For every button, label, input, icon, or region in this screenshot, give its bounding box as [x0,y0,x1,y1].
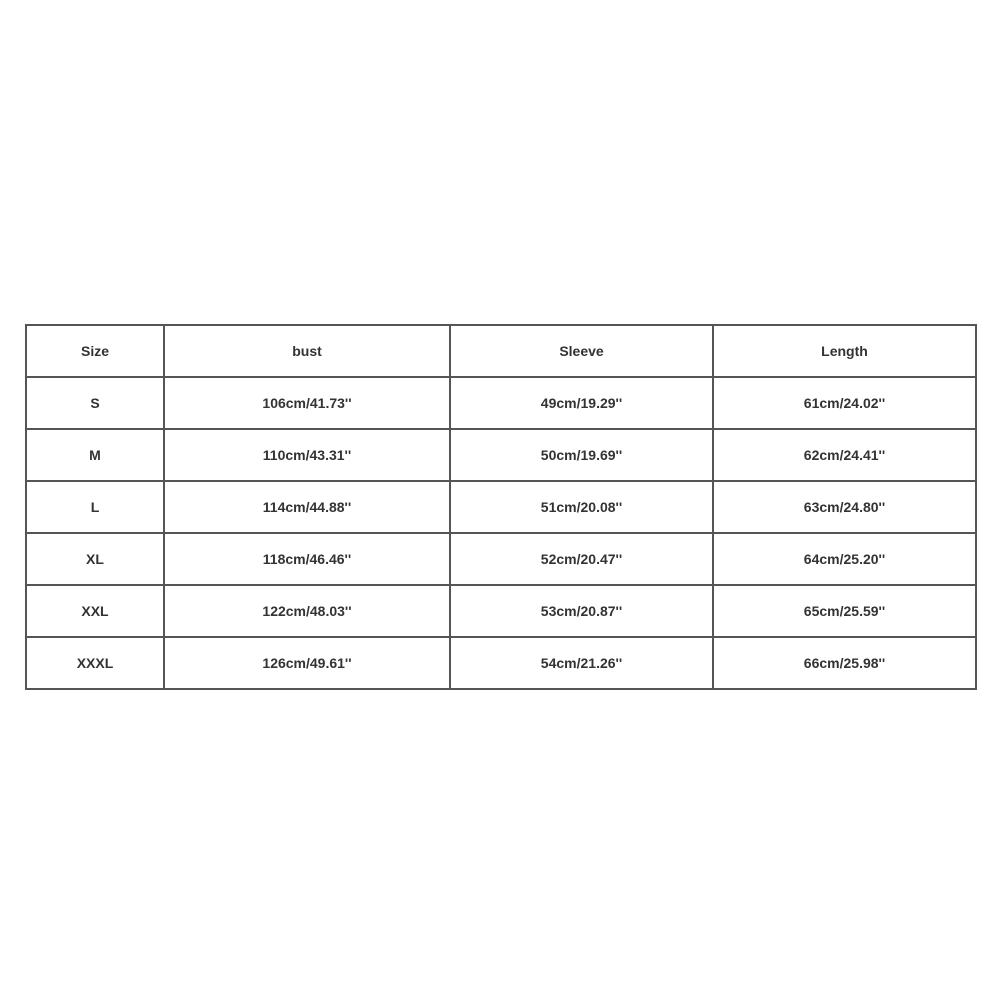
header-length: Length [713,325,976,377]
cell-size: XXL [26,585,164,637]
cell-length: 61cm/24.02'' [713,377,976,429]
cell-size: XL [26,533,164,585]
header-row [26,325,976,377]
size-chart-table [25,324,977,690]
header-bust: bust [164,325,450,377]
cell-bust: 114cm/44.88'' [164,481,450,533]
cell-size: L [26,481,164,533]
cell-sleeve: 53cm/20.87'' [450,585,713,637]
table-row [26,585,976,637]
header-size: Size [26,325,164,377]
cell-length: 64cm/25.20'' [713,533,976,585]
table-row [26,429,976,481]
cell-bust: 126cm/49.61'' [164,637,450,689]
table-body [26,377,976,689]
cell-length: 63cm/24.80'' [713,481,976,533]
cell-size: S [26,377,164,429]
table-row [26,637,976,689]
cell-sleeve: 49cm/19.29'' [450,377,713,429]
header-sleeve: Sleeve [450,325,713,377]
cell-length: 62cm/24.41'' [713,429,976,481]
cell-sleeve: 52cm/20.47'' [450,533,713,585]
cell-bust: 110cm/43.31'' [164,429,450,481]
table-row [26,533,976,585]
table-header [26,325,976,377]
cell-sleeve: 54cm/21.26'' [450,637,713,689]
cell-sleeve: 50cm/19.69'' [450,429,713,481]
cell-size: XXXL [26,637,164,689]
cell-bust: 118cm/46.46'' [164,533,450,585]
cell-bust: 106cm/41.73'' [164,377,450,429]
cell-sleeve: 51cm/20.08'' [450,481,713,533]
table-row [26,481,976,533]
table-row [26,377,976,429]
cell-length: 66cm/25.98'' [713,637,976,689]
cell-length: 65cm/25.59'' [713,585,976,637]
cell-bust: 122cm/48.03'' [164,585,450,637]
cell-size: M [26,429,164,481]
